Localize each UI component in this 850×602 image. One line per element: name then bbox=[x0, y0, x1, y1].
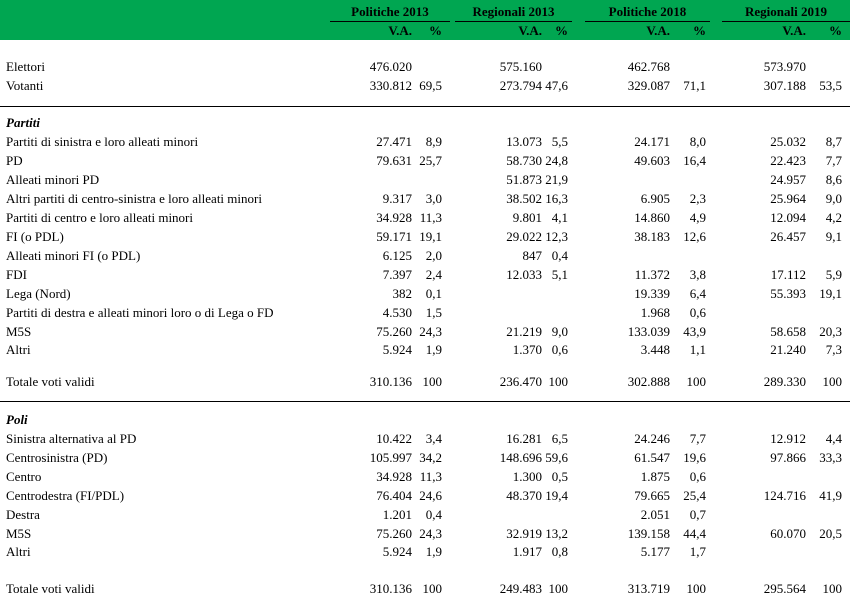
percent-cell: 53,5 bbox=[819, 78, 842, 93]
value-cell: 847 bbox=[522, 247, 542, 263]
value-cell: 310.136 bbox=[369, 374, 412, 389]
value-cell: 5.924 bbox=[382, 342, 412, 358]
value-cell: 105.997 bbox=[369, 449, 412, 465]
value-cell: 55.393 bbox=[770, 285, 806, 301]
percent-cell: 24,8 bbox=[545, 152, 568, 168]
percent-cell: 24,3 bbox=[419, 323, 442, 339]
percent-cell: 2,3 bbox=[689, 190, 706, 206]
pct-header: % bbox=[555, 23, 568, 38]
value-cell: 462.768 bbox=[627, 59, 670, 74]
percent-cell: 11,3 bbox=[419, 468, 442, 484]
value-cell: 139.158 bbox=[627, 525, 670, 541]
value-cell: 27.471 bbox=[376, 134, 412, 149]
percent-cell: 19,1 bbox=[819, 285, 842, 301]
value-cell: 25.032 bbox=[770, 134, 806, 149]
partiti-row-label: Partiti di centro e loro alleati minori bbox=[6, 209, 194, 225]
percent-cell: 8,6 bbox=[825, 171, 842, 187]
percent-cell: 13,2 bbox=[545, 525, 568, 541]
percent-cell: 1,7 bbox=[689, 544, 706, 560]
value-cell: 22.423 bbox=[770, 152, 806, 168]
percent-cell: 0,4 bbox=[425, 506, 442, 522]
percent-cell: 3,8 bbox=[689, 266, 706, 282]
va-header: V.A. bbox=[518, 23, 542, 38]
value-cell: 124.716 bbox=[763, 487, 806, 503]
poli-row-label: Altri bbox=[6, 544, 31, 560]
column-group-header: Politiche 2013 bbox=[351, 4, 429, 19]
percent-cell: 1,9 bbox=[425, 544, 442, 560]
value-cell: 5.177 bbox=[640, 544, 670, 560]
value-cell: 14.860 bbox=[634, 209, 670, 225]
percent-cell: 7,3 bbox=[825, 342, 842, 358]
value-cell: 313.719 bbox=[627, 581, 670, 596]
percent-cell: 25,4 bbox=[683, 487, 706, 503]
percent-cell: 4,2 bbox=[825, 209, 842, 225]
value-cell: 9.317 bbox=[382, 190, 412, 206]
percent-cell: 0,8 bbox=[551, 544, 568, 560]
value-cell: 302.888 bbox=[627, 374, 670, 389]
value-cell: 13.073 bbox=[506, 134, 542, 149]
partiti-total-label: Totale voti validi bbox=[6, 374, 95, 389]
value-cell: 29.022 bbox=[506, 228, 542, 244]
value-cell: 9.801 bbox=[512, 209, 542, 225]
percent-cell: 100 bbox=[686, 581, 706, 596]
value-cell: 273.794 bbox=[499, 78, 542, 93]
percent-cell: 0,6 bbox=[551, 342, 568, 358]
percent-cell: 6,5 bbox=[551, 431, 568, 446]
value-cell: 307.188 bbox=[763, 78, 806, 93]
value-cell: 76.404 bbox=[376, 487, 412, 503]
percent-cell: 25,7 bbox=[419, 152, 442, 168]
percent-cell: 9,0 bbox=[825, 190, 842, 206]
partiti-row-label: PD bbox=[6, 152, 23, 168]
percent-cell: 71,1 bbox=[683, 78, 706, 93]
value-cell: 12.033 bbox=[506, 266, 542, 282]
partiti-row-label: Alleati minori PD bbox=[6, 171, 100, 187]
percent-cell: 4,9 bbox=[689, 209, 706, 225]
value-cell: 11.372 bbox=[634, 266, 670, 282]
percent-cell: 41,9 bbox=[819, 487, 842, 503]
value-cell: 17.112 bbox=[770, 266, 806, 282]
value-cell: 38.183 bbox=[634, 228, 670, 244]
percent-cell: 100 bbox=[548, 581, 568, 596]
partiti-row-label: Partiti di sinistra e loro alleati minori bbox=[6, 134, 199, 149]
percent-cell: 20,5 bbox=[819, 525, 842, 541]
value-cell: 75.260 bbox=[376, 525, 412, 541]
percent-cell: 0,5 bbox=[551, 468, 568, 484]
percent-cell: 5,9 bbox=[825, 266, 842, 282]
value-cell: 21.219 bbox=[506, 323, 542, 339]
partiti-row-label: Altri bbox=[6, 342, 31, 358]
percent-cell: 0,7 bbox=[689, 506, 706, 522]
percent-cell: 69,5 bbox=[419, 78, 442, 93]
percent-cell: 8,7 bbox=[825, 134, 842, 149]
percent-cell: 44,4 bbox=[683, 525, 706, 541]
value-cell: 26.457 bbox=[770, 228, 806, 244]
percent-cell: 1,9 bbox=[425, 342, 442, 358]
value-cell: 295.564 bbox=[763, 581, 806, 596]
poli-row-label: Centrosinistra (PD) bbox=[6, 449, 108, 465]
percent-cell: 8,0 bbox=[689, 134, 706, 149]
poli-total-label: Totale voti validi bbox=[6, 581, 95, 596]
percent-cell: 0,6 bbox=[689, 304, 706, 320]
value-cell: 58.730 bbox=[506, 152, 542, 168]
value-cell: 48.370 bbox=[506, 487, 542, 503]
column-group-header: Politiche 2018 bbox=[608, 4, 687, 19]
value-cell: 289.330 bbox=[763, 374, 806, 389]
percent-cell: 12,3 bbox=[545, 228, 568, 244]
percent-cell: 100 bbox=[822, 581, 842, 596]
group-underline bbox=[330, 21, 450, 22]
section-title-poli: Poli bbox=[6, 412, 28, 427]
group-underline bbox=[455, 21, 572, 22]
percent-cell: 100 bbox=[422, 581, 442, 596]
percent-cell: 8,9 bbox=[425, 134, 442, 149]
value-cell: 19.339 bbox=[634, 285, 670, 301]
percent-cell: 7,7 bbox=[689, 431, 706, 446]
partiti-row-label: FI (o PDL) bbox=[6, 228, 64, 244]
value-cell: 310.136 bbox=[369, 581, 412, 596]
percent-cell: 19,6 bbox=[683, 449, 706, 465]
section-divider bbox=[0, 106, 850, 107]
value-cell: 6.905 bbox=[640, 190, 670, 206]
poli-row-label: Sinistra alternativa al PD bbox=[6, 431, 137, 446]
percent-cell: 100 bbox=[822, 374, 842, 389]
percent-cell: 0,6 bbox=[689, 468, 706, 484]
percent-cell: 19,1 bbox=[419, 228, 442, 244]
value-cell: 1.875 bbox=[640, 468, 670, 484]
percent-cell: 59,6 bbox=[545, 449, 568, 465]
partiti-row-label: M5S bbox=[6, 323, 32, 339]
value-cell: 79.665 bbox=[634, 487, 670, 503]
percent-cell: 0,1 bbox=[425, 285, 442, 301]
value-cell: 21.240 bbox=[770, 342, 806, 358]
value-cell: 6.125 bbox=[382, 247, 412, 263]
pct-header: % bbox=[829, 23, 842, 38]
column-group-header: Regionali 2019 bbox=[745, 4, 827, 19]
value-cell: 16.281 bbox=[506, 431, 542, 446]
value-cell: 573.970 bbox=[763, 59, 806, 74]
value-cell: 1.917 bbox=[512, 544, 542, 560]
percent-cell: 9,0 bbox=[551, 323, 568, 339]
percent-cell: 7,7 bbox=[825, 152, 842, 168]
va-header: V.A. bbox=[388, 23, 412, 38]
value-cell: 133.039 bbox=[627, 323, 670, 339]
value-cell: 58.658 bbox=[770, 323, 806, 339]
percent-cell: 6,4 bbox=[689, 285, 706, 301]
percent-cell: 20,3 bbox=[819, 323, 842, 339]
percent-cell: 100 bbox=[686, 374, 706, 389]
value-cell: 1.370 bbox=[512, 342, 542, 358]
value-cell: 1.201 bbox=[382, 506, 412, 522]
group-underline bbox=[722, 21, 850, 22]
percent-cell: 43,9 bbox=[683, 323, 706, 339]
group-underline bbox=[585, 21, 710, 22]
value-cell: 32.919 bbox=[506, 525, 542, 541]
percent-cell: 2,0 bbox=[425, 247, 442, 263]
percent-cell: 33,3 bbox=[819, 449, 842, 465]
percent-cell: 47,6 bbox=[545, 78, 568, 93]
value-cell: 49.603 bbox=[634, 152, 670, 168]
percent-cell: 1,1 bbox=[689, 342, 706, 358]
value-cell: 1.968 bbox=[640, 304, 670, 320]
percent-cell: 12,6 bbox=[683, 228, 706, 244]
percent-cell: 1,5 bbox=[425, 304, 442, 320]
partiti-row-label: FDI bbox=[6, 266, 27, 282]
value-cell: 329.087 bbox=[627, 78, 670, 93]
value-cell: 51.873 bbox=[506, 171, 542, 187]
percent-cell: 2,4 bbox=[425, 266, 442, 282]
poli-row-label: Centro bbox=[6, 468, 42, 484]
percent-cell: 100 bbox=[548, 374, 568, 389]
value-cell: 34.928 bbox=[376, 468, 412, 484]
partiti-row-label: Alleati minori FI (o PDL) bbox=[6, 247, 141, 263]
value-cell: 330.812 bbox=[369, 78, 412, 93]
percent-cell: 0,4 bbox=[551, 247, 568, 263]
percent-cell: 9,1 bbox=[825, 228, 842, 244]
percent-cell: 3,4 bbox=[425, 431, 442, 446]
pct-header: % bbox=[429, 23, 442, 38]
pct-header: % bbox=[693, 23, 706, 38]
value-cell: 382 bbox=[392, 285, 412, 301]
percent-cell: 5,5 bbox=[551, 134, 568, 149]
percent-cell: 21,9 bbox=[545, 171, 568, 187]
value-cell: 34.928 bbox=[376, 209, 412, 225]
value-cell: 575.160 bbox=[499, 59, 542, 74]
value-cell: 10.422 bbox=[376, 431, 412, 446]
poli-row-label: M5S bbox=[6, 525, 32, 541]
percent-cell: 16,4 bbox=[683, 152, 706, 168]
row-elettori-label: Elettori bbox=[6, 59, 45, 74]
value-cell: 2.051 bbox=[640, 506, 670, 522]
partiti-row-label: Altri partiti di centro-sinistra e loro alleati minori bbox=[6, 190, 262, 206]
value-cell: 12.094 bbox=[770, 209, 806, 225]
value-cell: 79.631 bbox=[376, 152, 412, 168]
partiti-row-label: Partiti di destra e alleati minori loro o di Lega o FD bbox=[6, 304, 274, 320]
row-votanti-label: Votanti bbox=[6, 78, 44, 93]
value-cell: 38.502 bbox=[506, 190, 542, 206]
percent-cell: 11,3 bbox=[419, 209, 442, 225]
poli-row-label: Centrodestra (FI/PDL) bbox=[6, 487, 125, 503]
va-header: V.A. bbox=[646, 23, 670, 38]
section-divider bbox=[0, 401, 850, 402]
percent-cell: 3,0 bbox=[425, 190, 442, 206]
value-cell: 75.260 bbox=[376, 323, 412, 339]
percent-cell: 19,4 bbox=[545, 487, 568, 503]
value-cell: 4.530 bbox=[382, 304, 412, 320]
value-cell: 97.866 bbox=[770, 449, 806, 465]
percent-cell: 4,4 bbox=[825, 431, 842, 446]
poli-row-label: Destra bbox=[6, 506, 40, 522]
value-cell: 24.246 bbox=[634, 431, 670, 446]
value-cell: 61.547 bbox=[634, 449, 670, 465]
value-cell: 3.448 bbox=[640, 342, 670, 358]
value-cell: 60.070 bbox=[770, 525, 806, 541]
value-cell: 1.300 bbox=[512, 468, 542, 484]
value-cell: 25.964 bbox=[770, 190, 806, 206]
column-group-header: Regionali 2013 bbox=[472, 4, 555, 19]
va-header: V.A. bbox=[782, 23, 806, 38]
percent-cell: 16,3 bbox=[545, 190, 568, 206]
value-cell: 5.924 bbox=[382, 544, 412, 560]
percent-cell: 34,2 bbox=[419, 449, 442, 465]
value-cell: 59.171 bbox=[376, 228, 412, 244]
percent-cell: 24,3 bbox=[419, 525, 442, 541]
value-cell: 236.470 bbox=[499, 374, 542, 389]
percent-cell: 5,1 bbox=[551, 266, 568, 282]
value-cell: 12.912 bbox=[770, 431, 806, 446]
value-cell: 249.483 bbox=[499, 581, 542, 596]
partiti-row-label: Lega (Nord) bbox=[6, 285, 71, 301]
value-cell: 24.957 bbox=[770, 171, 806, 187]
percent-cell: 24,6 bbox=[419, 487, 442, 503]
value-cell: 148.696 bbox=[499, 449, 542, 465]
percent-cell: 4,1 bbox=[551, 209, 568, 225]
value-cell: 476.020 bbox=[369, 59, 412, 74]
value-cell: 7.397 bbox=[382, 266, 412, 282]
section-title-partiti: Partiti bbox=[6, 115, 40, 130]
percent-cell: 100 bbox=[422, 374, 442, 389]
value-cell: 24.171 bbox=[634, 134, 670, 149]
